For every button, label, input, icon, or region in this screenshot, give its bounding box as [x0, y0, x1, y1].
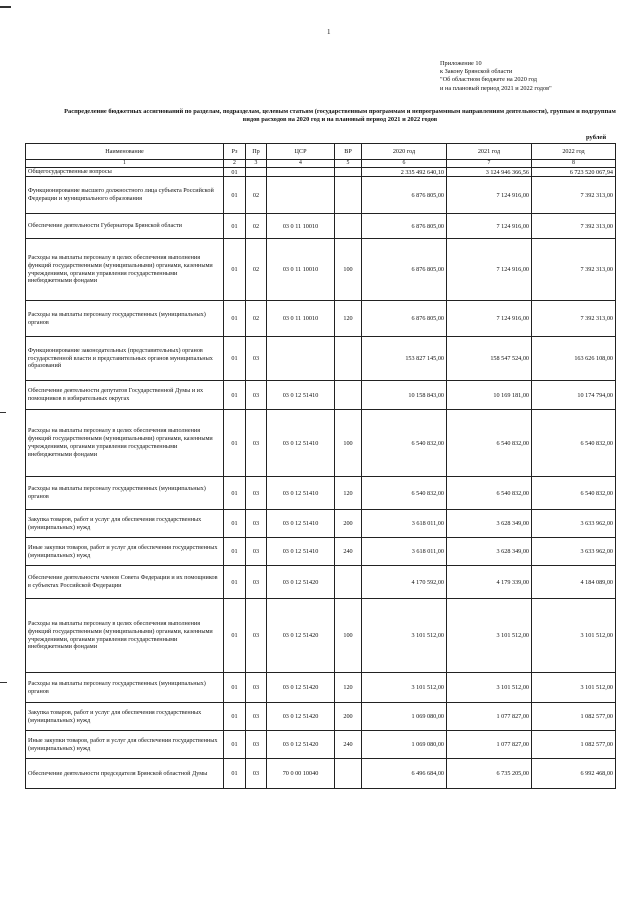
cell-rz: 01	[224, 599, 246, 673]
cell-pr: 03	[246, 673, 267, 703]
cell-2022: 7 392 313,00	[532, 239, 616, 301]
cell-2021: 7 124 916,00	[447, 301, 532, 337]
table-row	[26, 239, 616, 301]
appendix-line: и на плановый период 2021 и 2022 годов"	[440, 84, 552, 92]
cell-2021: 7 124 916,00	[447, 239, 532, 301]
cell-name: Иные закупки товаров, работ и услуг для обеспечения государственных (муниципальных) нужд	[26, 731, 224, 759]
cell-2021: 1 077 827,00	[447, 703, 532, 731]
cell-vr: 240	[335, 538, 362, 566]
cell-pr: 03	[246, 337, 267, 381]
cell-2021: 6 540 832,00	[447, 477, 532, 510]
table-row	[26, 477, 616, 510]
cell-2020: 3 618 011,00	[362, 510, 447, 538]
cell-csr: 03 0 11 10010	[267, 239, 335, 301]
cell-vr: 100	[335, 410, 362, 477]
cell-2022: 7 392 313,00	[532, 214, 616, 239]
cell-name: Закупка товаров, работ и услуг для обеспечения государственных (муниципальных) нужд	[26, 703, 224, 731]
cell-csr: 03 0 12 51410	[267, 477, 335, 510]
cell-2020: 10 158 843,00	[362, 381, 447, 410]
cell-csr: 03 0 12 51420	[267, 673, 335, 703]
cell-pr: 03	[246, 703, 267, 731]
document-title: Распределение бюджетных ассигнований по разделам, подразделам, целевым статьям (государственным программам и непрограммным направлениям деятельности), группам и подгруппам видов расходов на 2020 год и на плановый период 2021 и 2022 годов	[64, 108, 616, 124]
cell-name: Обеспечение деятельности членов Совета Федерации и их помощников в субъектах Российской Федерации	[26, 566, 224, 599]
cell-csr	[267, 177, 335, 214]
cell-pr: 03	[246, 510, 267, 538]
appendix-line: Приложение 10	[440, 60, 482, 67]
header-pr: Пр	[246, 144, 267, 160]
cell-rz: 01	[224, 538, 246, 566]
table-row	[26, 177, 616, 214]
cell-csr: 03 0 12 51410	[267, 410, 335, 477]
cell-rz: 01	[224, 759, 246, 789]
column-number: 6	[362, 160, 447, 168]
table-row	[26, 510, 616, 538]
cell-name: Функционирование высшего должностного лица субъекта Российской Федерации и муниципального образования	[26, 177, 224, 214]
cell-pr: 03	[246, 538, 267, 566]
cell-rz: 01	[224, 410, 246, 477]
cell-vr: 200	[335, 703, 362, 731]
cell-2021: 3 628 349,00	[447, 510, 532, 538]
cell-rz: 01	[224, 168, 246, 177]
cell-2022: 6 540 832,00	[532, 410, 616, 477]
cell-csr: 03 0 12 51420	[267, 703, 335, 731]
table-body	[26, 168, 616, 789]
cell-2022: 1 082 577,00	[532, 703, 616, 731]
cell-2020: 3 101 512,00	[362, 673, 447, 703]
cell-2020: 6 496 684,00	[362, 759, 447, 789]
cell-2020: 153 827 145,00	[362, 337, 447, 381]
column-number: 5	[335, 160, 362, 168]
cell-vr	[335, 337, 362, 381]
cell-2020: 6 540 832,00	[362, 410, 447, 477]
cell-pr: 02	[246, 177, 267, 214]
cell-pr: 02	[246, 214, 267, 239]
cell-vr: 200	[335, 510, 362, 538]
cell-rz: 01	[224, 673, 246, 703]
header-2020: 2020 год	[362, 144, 447, 160]
cell-rz: 01	[224, 566, 246, 599]
cell-csr: 03 0 12 51410	[267, 510, 335, 538]
header-2022: 2022 год	[532, 144, 616, 160]
budget-table	[25, 143, 616, 789]
cell-pr: 02	[246, 301, 267, 337]
cell-2022: 7 392 313,00	[532, 177, 616, 214]
cell-2021: 6 735 205,00	[447, 759, 532, 789]
column-number: 3	[246, 160, 267, 168]
header-2021: 2021 год	[447, 144, 532, 160]
column-number: 4	[267, 160, 335, 168]
table-row	[26, 337, 616, 381]
cell-pr: 03	[246, 731, 267, 759]
cell-vr: 100	[335, 239, 362, 301]
header-vr: ВР	[335, 144, 362, 160]
cell-2022: 163 626 108,00	[532, 337, 616, 381]
cell-2021: 10 169 181,00	[447, 381, 532, 410]
cell-rz: 01	[224, 703, 246, 731]
table-row	[26, 731, 616, 759]
cell-2021: 3 101 512,00	[447, 673, 532, 703]
table-row	[26, 214, 616, 239]
column-number: 1	[26, 160, 224, 168]
cell-rz: 01	[224, 477, 246, 510]
cell-pr: 02	[246, 239, 267, 301]
cell-2021: 4 179 339,00	[447, 566, 532, 599]
cell-name: Функционирование законодательных (представительных) органов государственной власти и представительных органов муниципальных образований	[26, 337, 224, 381]
cell-vr	[335, 168, 362, 177]
table-row	[26, 759, 616, 789]
cell-rz: 01	[224, 381, 246, 410]
cell-vr: 240	[335, 731, 362, 759]
cell-rz: 01	[224, 731, 246, 759]
table-row	[26, 301, 616, 337]
cell-pr	[246, 168, 267, 177]
cell-pr: 03	[246, 410, 267, 477]
cell-2022: 3 633 962,00	[532, 538, 616, 566]
cell-2020: 2 335 492 640,10	[362, 168, 447, 177]
scan-margin-mark	[0, 412, 6, 413]
cell-2022: 6 540 832,00	[532, 477, 616, 510]
cell-name: Расходы на выплаты персоналу в целях обеспечения выполнения функций государственными (муниципальными) органами, казенными учреждениями, органами управления государственными внебюджетными фондами	[26, 410, 224, 477]
header-name: Наименование	[26, 144, 224, 160]
cell-name: Обеспечение деятельности председателя Брянской областной Думы	[26, 759, 224, 789]
table-row	[26, 538, 616, 566]
cell-pr: 03	[246, 381, 267, 410]
cell-name: Обеспечение деятельности депутатов Государственной Думы и их помощников в избирательных округах	[26, 381, 224, 410]
table-row	[26, 168, 616, 177]
table-row	[26, 703, 616, 731]
cell-vr	[335, 381, 362, 410]
cell-csr: 70 0 00 10040	[267, 759, 335, 789]
cell-2021: 3 628 349,00	[447, 538, 532, 566]
column-number-row	[26, 160, 616, 168]
appendix-line: к Закону Брянской области	[440, 68, 513, 76]
table-row	[26, 673, 616, 703]
cell-pr: 03	[246, 759, 267, 789]
cell-vr	[335, 566, 362, 599]
column-number: 8	[532, 160, 616, 168]
cell-name: Закупка товаров, работ и услуг для обеспечения государственных (муниципальных) нужд	[26, 510, 224, 538]
cell-csr: 03 0 12 51420	[267, 599, 335, 673]
cell-pr: 03	[246, 599, 267, 673]
table-header-row	[26, 144, 616, 160]
cell-2021: 6 540 832,00	[447, 410, 532, 477]
cell-name: Расходы на выплаты персоналу в целях обеспечения выполнения функций государственными (муниципальными) органами, казенными учреждениями, органами управления государственными внебюджетными фондами	[26, 599, 224, 673]
cell-pr: 03	[246, 477, 267, 510]
cell-2020: 4 170 592,00	[362, 566, 447, 599]
cell-csr: 03 0 12 51420	[267, 731, 335, 759]
cell-name: Расходы на выплаты персоналу государственных (муниципальных) органов	[26, 673, 224, 703]
scan-margin-mark	[0, 6, 11, 8]
cell-2022: 3 101 512,00	[532, 673, 616, 703]
cell-2020: 3 618 011,00	[362, 538, 447, 566]
appendix-line: "Об областном бюджете на 2020 год	[440, 76, 538, 84]
cell-2021: 158 547 524,00	[447, 337, 532, 381]
scan-margin-mark	[0, 682, 7, 683]
cell-2022: 3 101 512,00	[532, 599, 616, 673]
appendix-note	[440, 60, 552, 93]
cell-csr: 03 0 11 10010	[267, 301, 335, 337]
cell-csr	[267, 337, 335, 381]
table-row	[26, 599, 616, 673]
cell-vr	[335, 214, 362, 239]
cell-2020: 6 876 805,00	[362, 301, 447, 337]
cell-2022: 3 633 962,00	[532, 510, 616, 538]
cell-name: Расходы на выплаты персоналу государственных (муниципальных) органов	[26, 477, 224, 510]
cell-rz: 01	[224, 301, 246, 337]
cell-2021: 7 124 916,00	[447, 177, 532, 214]
cell-csr: 03 0 11 10010	[267, 214, 335, 239]
column-number: 2	[224, 160, 246, 168]
cell-vr: 120	[335, 477, 362, 510]
table-row	[26, 381, 616, 410]
cell-2022: 7 392 313,00	[532, 301, 616, 337]
cell-2020: 1 069 080,00	[362, 731, 447, 759]
header-rz: Рз	[224, 144, 246, 160]
cell-csr: 03 0 12 51420	[267, 566, 335, 599]
cell-name: Расходы на выплаты персоналу государственных (муниципальных) органов	[26, 301, 224, 337]
cell-vr	[335, 759, 362, 789]
cell-rz: 01	[224, 510, 246, 538]
cell-rz: 01	[224, 177, 246, 214]
cell-2021: 7 124 916,00	[447, 214, 532, 239]
cell-name: Обеспечение деятельности Губернатора Брянской области	[26, 214, 224, 239]
cell-2020: 6 876 805,00	[362, 214, 447, 239]
header-csr: ЦСР	[267, 144, 335, 160]
cell-name: Общегосударственные вопросы	[26, 168, 224, 177]
cell-rz: 01	[224, 239, 246, 301]
cell-2020: 1 069 080,00	[362, 703, 447, 731]
cell-name: Расходы на выплаты персоналу в целях обеспечения выполнения функций государственными (муниципальными) органами, казенными учреждениями, органами управления государственными внебюджетными фондами	[26, 239, 224, 301]
cell-vr: 100	[335, 599, 362, 673]
cell-2020: 6 540 832,00	[362, 477, 447, 510]
cell-2022: 1 082 577,00	[532, 731, 616, 759]
cell-2022: 6 992 468,00	[532, 759, 616, 789]
cell-2021: 3 124 946 366,56	[447, 168, 532, 177]
cell-csr	[267, 168, 335, 177]
cell-vr: 120	[335, 673, 362, 703]
cell-2020: 3 101 512,00	[362, 599, 447, 673]
cell-2022: 4 184 089,00	[532, 566, 616, 599]
cell-2020: 6 876 805,00	[362, 239, 447, 301]
cell-csr: 03 0 12 51410	[267, 381, 335, 410]
cell-2022: 10 174 794,00	[532, 381, 616, 410]
cell-name: Иные закупки товаров, работ и услуг для обеспечения государственных (муниципальных) нужд	[26, 538, 224, 566]
cell-vr	[335, 177, 362, 214]
cell-vr: 120	[335, 301, 362, 337]
table-row	[26, 410, 616, 477]
units-label: рублей	[586, 134, 607, 141]
cell-2021: 1 077 827,00	[447, 731, 532, 759]
cell-pr: 03	[246, 566, 267, 599]
cell-2022: 6 723 520 067,94	[532, 168, 616, 177]
table-row	[26, 566, 616, 599]
cell-csr: 03 0 12 51410	[267, 538, 335, 566]
column-number: 7	[447, 160, 532, 168]
cell-rz: 01	[224, 214, 246, 239]
cell-rz: 01	[224, 337, 246, 381]
cell-2020: 6 876 805,00	[362, 177, 447, 214]
page-number: 1	[327, 28, 331, 36]
cell-2021: 3 101 512,00	[447, 599, 532, 673]
